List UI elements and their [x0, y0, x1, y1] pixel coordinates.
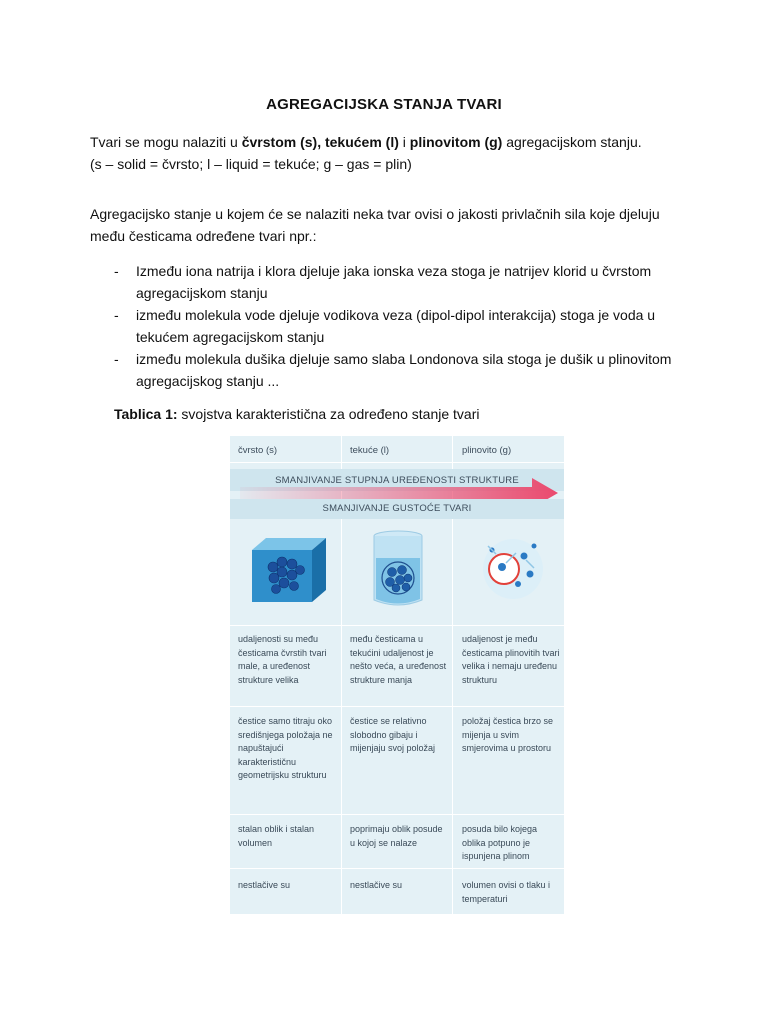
header-liquid: tekuće (l) [350, 445, 390, 456]
liquid-beaker-illustration [370, 528, 426, 610]
table-cell: udaljenosti su među česticama čvrstih tvari male, a uređenost strukture velika [238, 634, 327, 685]
table-cell: nestlačive su [350, 880, 403, 890]
table-cell: posuda bilo kojega oblika potpuno je ispunjena plinom [462, 824, 538, 861]
table-cell: poprimaju oblik posude u kojoj se nalaze [350, 824, 443, 848]
row-divider [230, 706, 564, 707]
table-cell: udaljenost je među česticama plinovitih tvari velika i nemaju uređenu strukturu [462, 634, 560, 685]
page-title: AGREGACIJSKA STANJA TVARI [266, 96, 502, 113]
list-item: - Između iona natrija i klora djeluje jaka ionska veza stoga je natrijev klorid u čvrstom agregacijskom stanju [114, 260, 684, 304]
gas-particles-illustration [480, 536, 546, 602]
density-label: SMANJIVANJE GUSTOĆE TVARI [322, 503, 472, 514]
table-cell: među česticama u tekućini udaljenost je nešto veća, a uređenost strukture manja [350, 634, 447, 685]
header-solid: čvrsto (s) [238, 445, 278, 456]
bullet-marker: - [114, 263, 119, 279]
solid-cube-illustration [244, 532, 330, 606]
gas-term: plinovitom (g) [409, 134, 503, 150]
table-cell: čestice se relativno slobodno gibaju i mijenjaju svoj položaj [350, 716, 436, 753]
table-cell: nestlačive su [238, 880, 291, 890]
paragraph-forces: Agregacijsko stanje u kojem će se nalaziti neka tvar ovisi o jakosti privlačnih sila koje djeluju među česticama određene tvari npr.: [90, 206, 660, 244]
list-item: - između molekula vode djeluje vodikova veza (dipol-dipol interakcija) stoga je voda u tekućem agregacijskom stanju [114, 304, 684, 348]
caption-label: Tablica 1: [114, 406, 178, 422]
row-divider [230, 814, 564, 815]
table-caption: Tablica 1: svojstva karakteristična za određeno stanje tvari [114, 406, 480, 422]
table-cell: volumen ovisi o tlaku i temperaturi [462, 880, 551, 904]
row-divider [230, 462, 564, 463]
row-divider [230, 868, 564, 869]
solid-term: čvrstom (s) [241, 134, 318, 150]
bullet-marker: - [114, 307, 119, 323]
header-gas: plinovito (g) [462, 445, 512, 456]
intro-line-2: (s – solid = čvrsto; l – liquid = tekuće; g – gas = plin) [90, 156, 412, 172]
states-of-matter-table [230, 436, 564, 914]
bullet-list [114, 260, 684, 392]
table-cell: položaj čestica brzo se mijenja u svim smjerovima u prostoru [462, 716, 554, 753]
intro-line-1: Tvari se mogu nalaziti u čvrstom (s), tekućem (l) i plinovitom (g) agregacijskom stanju. [90, 134, 642, 150]
liquid-term: tekućem (l) [324, 134, 399, 150]
table-cell: čestice samo titraju oko središnjega položaja ne napuštajući karakterističnu geometrijsku strukturu [238, 716, 333, 780]
order-arrow-label: SMANJIVANJE STUPNJA UREĐENOSTI STRUKTURE [275, 475, 519, 486]
table-cell: stalan oblik i stalan volumen [238, 824, 315, 848]
list-item: - između molekula dušika djeluje samo slaba Londonova sila stoga je dušik u plinovitom agregacijskog stanju ... [114, 348, 684, 392]
intro-paragraph [90, 131, 690, 175]
row-divider [230, 625, 564, 626]
bullet-marker: - [114, 351, 119, 367]
